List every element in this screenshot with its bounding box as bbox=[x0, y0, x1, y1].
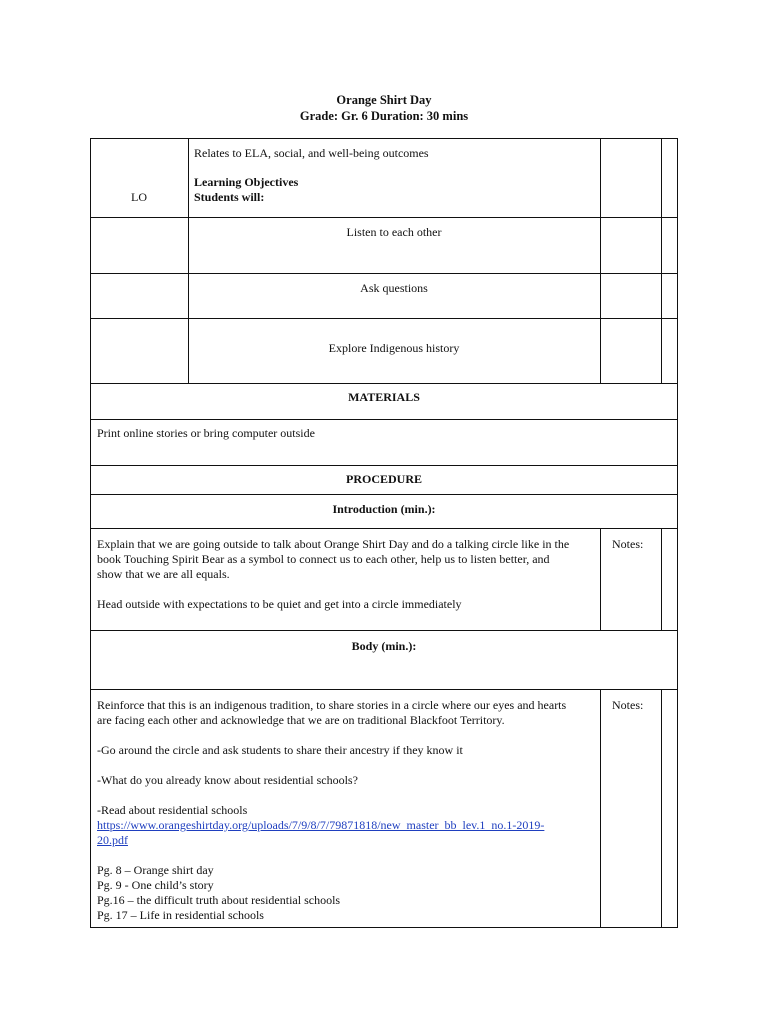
row-line bbox=[90, 465, 678, 466]
procedure-heading: PROCEDURE bbox=[345, 472, 422, 486]
intro-line: book Touching Spirit Bear as a symbol to connect us to each other, help us to listen better, and bbox=[97, 552, 550, 566]
intro-notes-label: Notes: bbox=[612, 537, 644, 551]
resource-link[interactable]: https://www.orangeshirtday.org/uploads/7/9/8/7/79871818/new_master_bb_lev.1_no.1-2019- bbox=[97, 818, 545, 832]
lo-students-will: Students will: bbox=[194, 190, 265, 204]
table-border-left bbox=[90, 138, 91, 928]
read-about-prompt: -Read about residential schools bbox=[97, 803, 248, 817]
introduction-text bbox=[97, 537, 597, 612]
row-line bbox=[90, 419, 678, 420]
body-line: Reinforce that this is an indigenous tradition, to share stories in a circle where our eyes and hearts bbox=[97, 698, 567, 712]
body-notes-label: Notes: bbox=[612, 698, 644, 712]
intro-line: Explain that we are going outside to talk about Orange Shirt Day and do a talking circle like in the bbox=[97, 537, 570, 551]
body-heading: Body (min.): bbox=[351, 639, 417, 653]
document-title: Orange Shirt Day bbox=[336, 93, 432, 107]
body-text bbox=[97, 698, 597, 923]
ancestry-prompt: -Go around the circle and ask students to share their ancestry if they know it bbox=[97, 743, 463, 757]
col-line-notes bbox=[600, 528, 601, 631]
row-line bbox=[90, 318, 678, 319]
objective-item: Ask questions bbox=[360, 281, 428, 295]
row-line bbox=[90, 528, 678, 529]
grade-duration: Grade: Gr. 6 Duration: 30 mins bbox=[299, 109, 469, 123]
page-reference: Pg. 17 – Life in residential schools bbox=[97, 908, 264, 922]
already-know-prompt: -What do you already know about residential schools? bbox=[97, 773, 358, 787]
row-line bbox=[90, 689, 678, 690]
lo-objectives-heading: Learning Objectives bbox=[194, 175, 299, 189]
resource-link-continued[interactable]: 20.pdf bbox=[97, 833, 128, 847]
objective-item: Listen to each other bbox=[346, 225, 442, 239]
materials-text: Print online stories or bring computer outside bbox=[97, 426, 315, 440]
objective-item: Explore Indigenous history bbox=[328, 341, 460, 355]
intro-line: show that we are all equals. bbox=[97, 567, 230, 581]
materials-heading: MATERIALS bbox=[348, 390, 420, 404]
page-reference: Pg. 8 – Orange shirt day bbox=[97, 863, 214, 877]
col-line-extra bbox=[661, 689, 662, 928]
intro-line: Head outside with expectations to be quiet and get into a circle immediately bbox=[97, 597, 462, 611]
row-line bbox=[90, 927, 678, 928]
page-reference: Pg. 9 - One child’s story bbox=[97, 878, 214, 892]
row-line bbox=[90, 217, 678, 218]
lo-label: LO bbox=[131, 190, 147, 204]
lo-relates: Relates to ELA, social, and well-being outcomes bbox=[194, 146, 429, 160]
row-line bbox=[90, 494, 678, 495]
body-line: are facing each other and acknowledge that we are on traditional Blackfoot Territory. bbox=[97, 713, 505, 727]
col-line-extra bbox=[661, 528, 662, 631]
col-line-notes bbox=[600, 689, 601, 928]
col-line-notes bbox=[600, 138, 601, 384]
row-line bbox=[90, 138, 678, 139]
introduction-heading: Introduction (min.): bbox=[332, 502, 436, 516]
table-border-right bbox=[677, 138, 678, 928]
page-reference: Pg.16 – the difficult truth about residential schools bbox=[97, 893, 341, 907]
row-line bbox=[90, 383, 678, 384]
row-line bbox=[90, 273, 678, 274]
col-line-extra bbox=[661, 138, 662, 384]
row-line bbox=[90, 630, 678, 631]
